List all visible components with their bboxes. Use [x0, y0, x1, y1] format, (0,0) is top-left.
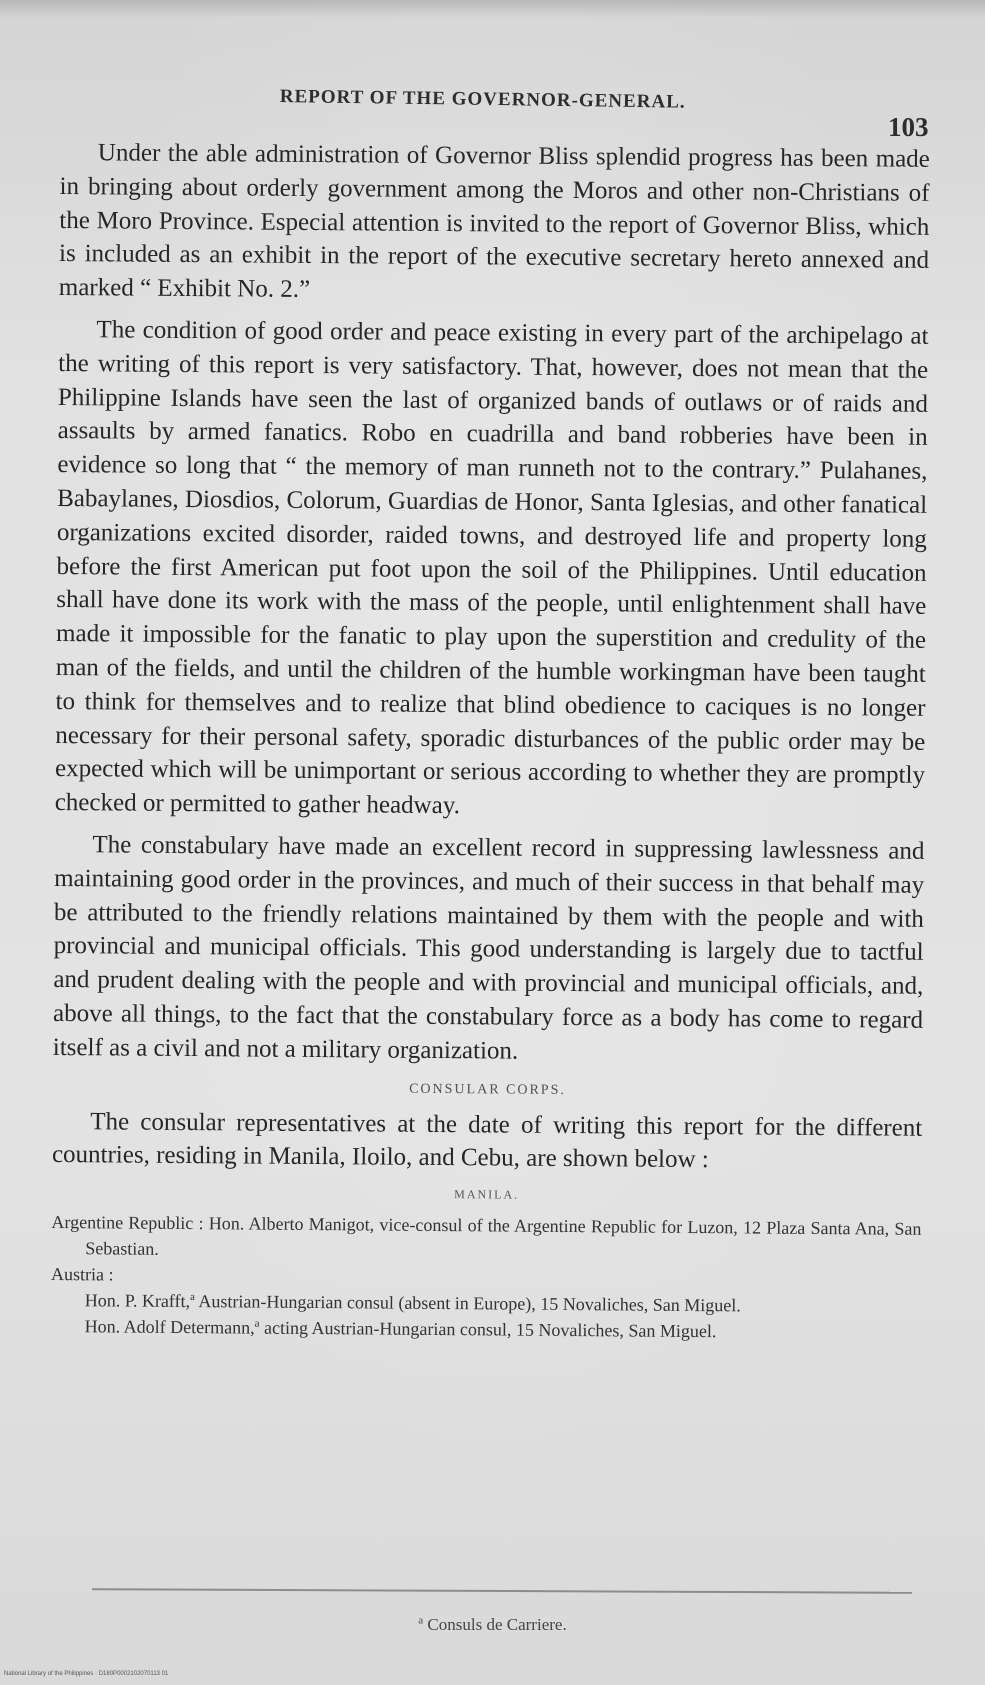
consul-entry-determann — [85, 1313, 921, 1346]
body-text — [51, 136, 930, 1346]
scan-caption: National Library of the Philippines · D180P0002102070113 01 — [4, 1671, 169, 1677]
running-header: REPORT OF THE GOVERNOR-GENERAL. — [279, 86, 686, 113]
paragraph: The condition of good order and peace existing in every part of the archipelago at the writing of this report is very satisfactory. That, however, does not mean that the Philippine Islands have seen the last of organized bands of outlaws or of raids and assaults by armed fanatics. Robo en cuadrilla and band robberies have been in evidence so long that “ the memory of man runneth not to the contrary.” Pulahanes, Babaylanes, Diosdios, Colorum, Guardias de Honor, Santa Iglesias, and other fanatical organizations excited disorder, raided towns, and destroyed life and property long before the first American put foot upon the soil of the Philippines. Until education shall have done its work with the mass of the people, until enlightenment shall have made it impossible for the fanatic to play upon the superstition and credulity of the man of the fields, and until the children of the humble workingman have been taught to think for themselves and to realize that blind obedience to caciques is no longer necessary for their personal safety, sporadic disturbances of the public order may be expected which will be unimportant or serious according to whether they are promptly checked or permitted to gather headway. — [54, 316, 929, 820]
consul-name: Hon. Adolf Determann, — [84, 1316, 255, 1338]
footnote-marker: a — [254, 1317, 260, 1330]
consul-details: acting Austrian-Hungarian consul, 15 Novaliches, San Miguel. — [259, 1317, 717, 1342]
footnote-text: Consuls de Carriere. — [423, 1615, 567, 1634]
footnote-divider — [92, 1588, 912, 1594]
consul-details: Austrian-Hungarian consul (absent in Europe), 15 Novaliches, San Miguel. — [194, 1291, 741, 1316]
section-heading-consular-corps: CONSULAR CORPS. — [409, 1081, 566, 1098]
footnote-marker: a — [418, 1614, 424, 1627]
footnote — [0, 1615, 985, 1635]
page-number: 103 — [888, 112, 929, 142]
scan-shadow — [0, 0, 985, 18]
consular-intro: The consular representatives at the date of writing this report for the different countries, residing in Manila, Iloilo, and Cebu, are shown below : — [51, 1107, 923, 1174]
country-label-austria: Austria : — [50, 1264, 114, 1285]
consul-name: Hon. P. Krafft, — [84, 1290, 191, 1312]
city-heading-manila: MANILA. — [454, 1187, 520, 1202]
consul-entry-argentine: Argentine Republic : Hon. Alberto Manigot, vice-consul of the Argentine Republic for Luzon, 12 Plaza Santa Ana, San Sebastian. — [51, 1212, 922, 1259]
footnote-marker: a — [190, 1291, 195, 1304]
paragraph: The constabulary have made an excellent record in suppressing lawlessness and maintaining good order in the provinces, and much of their success in that behalf may be attributed to the friendly relations maintained by them with the people and with provincial and municipal officials. This good understanding is largely due to tactful and prudent dealing with the people and with provincial and municipal officials, and, above all things, to the fact that the constabulary force as a body has come to regard itself as a civil and not a military organization. — [52, 831, 925, 1065]
paragraph: Under the able administration of Governor Bliss splendid progress has been made in bringing about orderly government among the Moros and other non-Christians of the Moro Province. Especial attention is invited to the report of Governor Bliss, which is included as an exhibit in the report of the executive secretary hereto annexed and marked “ Exhibit No. 2.” — [58, 139, 930, 304]
